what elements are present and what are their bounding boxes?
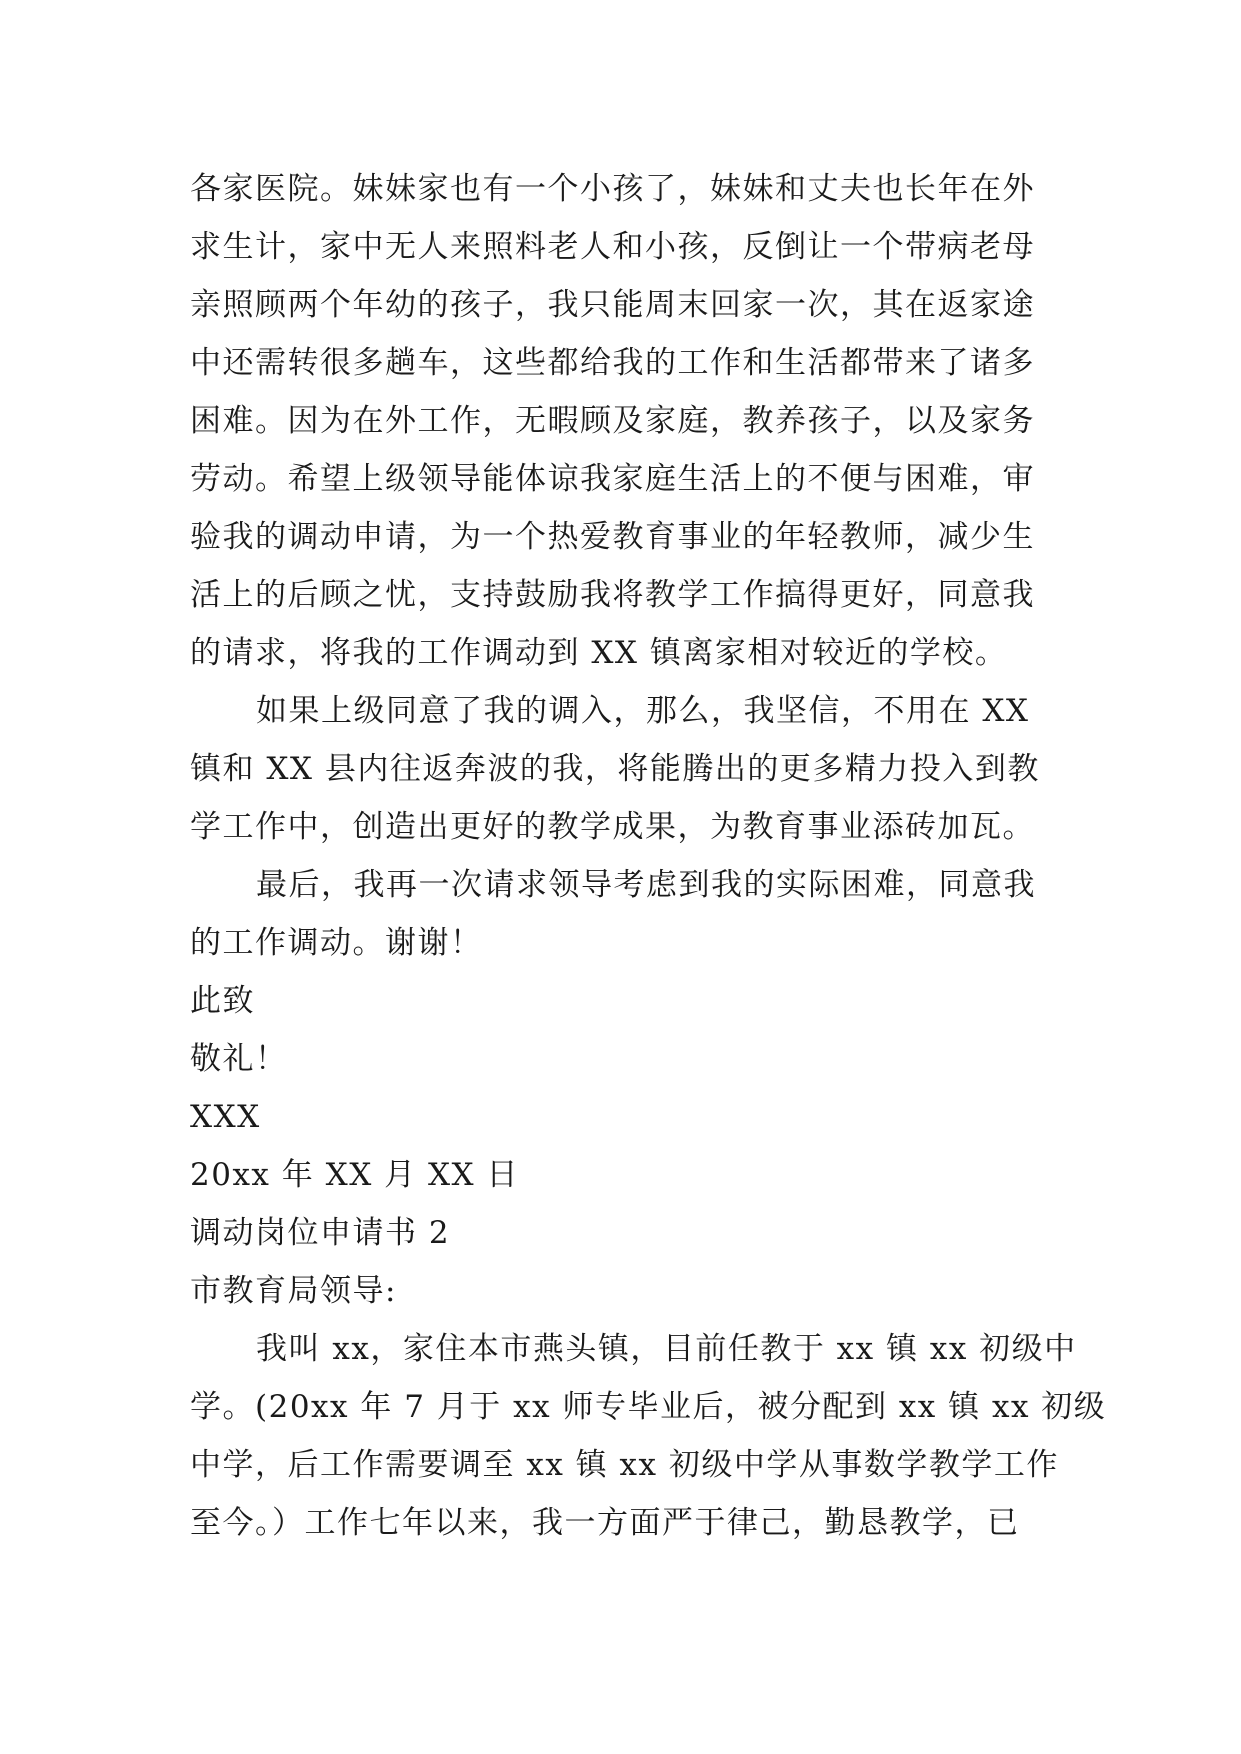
text-line: 如果上级同意了我的调入，那么，我坚信，不用在 XX <box>256 693 1030 729</box>
text-line: 活上的后顾之忧，支持鼓励我将教学工作搞得更好，同意我 <box>190 577 1035 613</box>
text-line: 劳动。希望上级领导能体谅我家庭生活上的不便与困难，审 <box>190 461 1035 497</box>
text-line: 亲照顾两个年幼的孩子，我只能周末回家一次，其在返家途 <box>190 287 1035 323</box>
text-line: 中还需转很多趟车，这些都给我的工作和生活都带来了诸多 <box>190 345 1035 381</box>
text-line: 困难。因为在外工作，无暇顾及家庭，教养孩子，以及家务 <box>190 403 1035 439</box>
text-line: 各家医院。妹妹家也有一个小孩了，妹妹和丈夫也长年在外 <box>190 171 1035 207</box>
text-line: 学。(20xx 年 7 月于 xx 师专毕业后，被分配到 xx 镇 xx 初级 <box>190 1389 1107 1425</box>
text-line: 20xx 年 XX 月 XX 日 <box>190 1157 519 1193</box>
text-line: 我叫 xx，家住本市燕头镇，目前任教于 xx 镇 xx 初级中 <box>256 1331 1077 1367</box>
text-line: 敬礼！ <box>190 1041 288 1077</box>
text-line: 的请求，将我的工作调动到 XX 镇离家相对较近的学校。 <box>190 635 1008 671</box>
text-line: 镇和 XX 县内往返奔波的我，将能腾出的更多精力投入到教 <box>190 751 1040 787</box>
text-line: 中学，后工作需要调至 xx 镇 xx 初级中学从事数学教学工作 <box>190 1447 1059 1483</box>
document-body <box>190 160 1107 1552</box>
text-line: 验我的调动申请，为一个热爱教育事业的年轻教师，减少生 <box>190 519 1035 555</box>
text-line: XXX <box>190 1099 261 1135</box>
text-line: 最后，我再一次请求领导考虑到我的实际困难，同意我 <box>256 867 1036 903</box>
text-line: 市教育局领导: <box>190 1273 397 1309</box>
text-line: 此致 <box>190 983 255 1019</box>
text-line: 至今。）工作七年以来，我一方面严于律己，勤恳教学，已 <box>190 1505 1020 1541</box>
text-line: 调动岗位申请书 2 <box>190 1215 451 1251</box>
text-line: 学工作中，创造出更好的教学成果，为教育事业添砖加瓦。 <box>190 809 1035 845</box>
text-line: 的工作调动。谢谢！ <box>190 925 483 961</box>
text-line: 求生计，家中无人来照料老人和小孩，反倒让一个带病老母 <box>190 229 1035 265</box>
